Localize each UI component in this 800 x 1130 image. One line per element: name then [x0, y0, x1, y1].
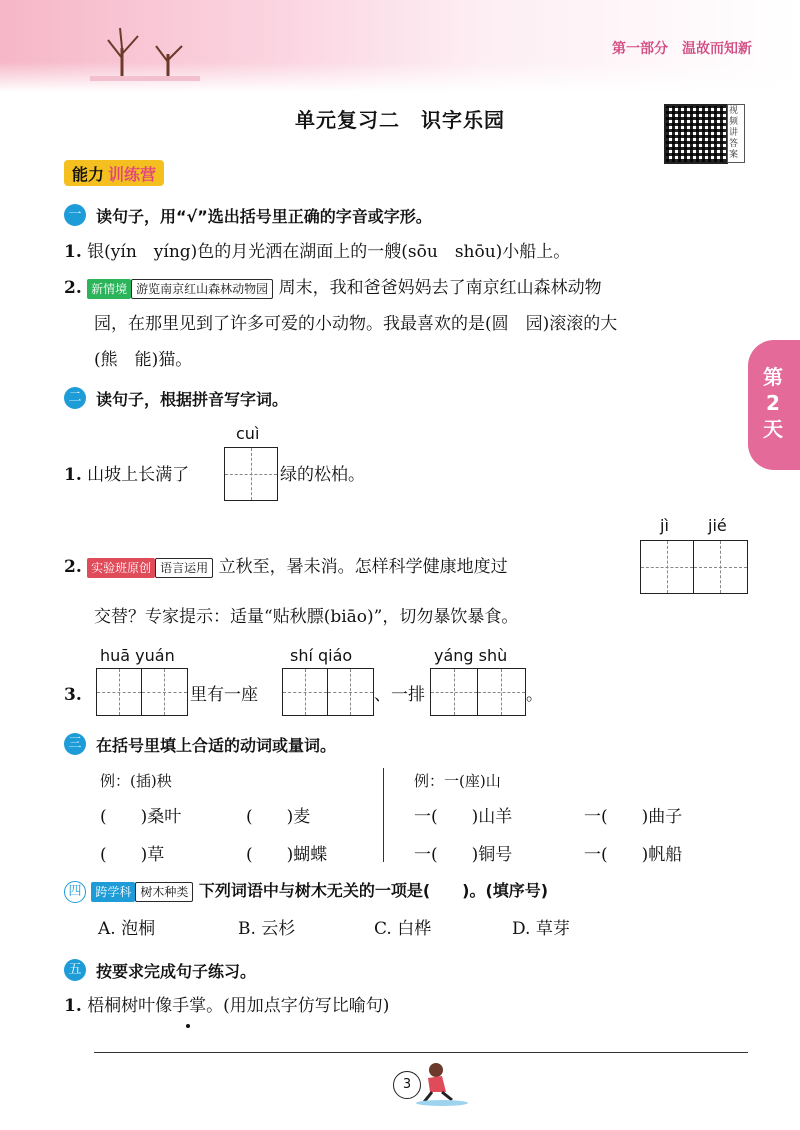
- section-2-number: 二: [64, 387, 86, 409]
- day-tab-label: 第2天: [763, 365, 783, 441]
- q3-left-r1c1[interactable]: ( )桑叶: [100, 807, 182, 827]
- q2-item2-text: 立秋至，暑未消。怎样科学健康地度过: [218, 557, 508, 577]
- q2-item1-pinyin: cuì: [236, 424, 260, 443]
- q2-item2-line2: 交替？专家提示：适量“贴秋膘(biāo)”，切勿暴饮暴食。: [94, 607, 519, 627]
- section-3-number: 三: [64, 733, 86, 755]
- emphasis-dot: [186, 1024, 190, 1028]
- q2-item3-end: 。: [526, 685, 543, 705]
- q5-item1-text: 梧桐树叶像手掌。(用加点字仿写比喻句): [87, 996, 390, 1016]
- cross-subject-tag: 跨学科: [91, 882, 135, 902]
- q4-option-a[interactable]: A. 泡桐: [98, 919, 156, 939]
- original-tag: 实验班原创: [87, 558, 155, 578]
- q2-item3-number: 3.: [64, 685, 82, 705]
- q2-item2-number: 2.: [64, 557, 82, 577]
- q3-right-r2c2[interactable]: 一( )帆船: [584, 845, 683, 865]
- training-badge: [64, 160, 164, 186]
- q2-item3-box-2[interactable]: [282, 668, 374, 716]
- q3-right-r1c2[interactable]: 一( )曲子: [584, 807, 683, 827]
- q3-left-r2c2[interactable]: ( )蝴蝶: [246, 845, 328, 865]
- winter-tree-illustration: [90, 20, 200, 82]
- q2-item3-pinyin-2: shí qiáo: [290, 646, 353, 665]
- q3-left-example: 例：(插)秧: [100, 772, 172, 790]
- tree-species-tag: 树木种类: [135, 882, 193, 902]
- zoo-visit-tag: 游览南京红山森林动物园: [131, 279, 273, 299]
- q2-item1-before: 山坡上长满了: [87, 465, 190, 485]
- section-1-number: 一: [64, 204, 86, 226]
- new-situation-tag: 新情境: [87, 279, 131, 299]
- section-4-title: 下列词语中与树木无关的一项是( )。(填序号): [198, 881, 549, 900]
- q1-item2-line1: 周末，我和爸爸妈妈去了南京红山森林动物: [278, 278, 602, 298]
- q3-left-r1c2[interactable]: ( )麦: [246, 807, 311, 827]
- q1-item2-line2: 园，在那里见到了许多可爱的小动物。我最喜欢的是(圆 园)滚滚的大: [94, 314, 618, 334]
- badge-part2: 训练营: [108, 164, 157, 184]
- q3-left-r2c1[interactable]: ( )草: [100, 845, 165, 865]
- section-5-title: 按要求完成句子练习。: [96, 962, 257, 981]
- page-number: 3: [393, 1071, 421, 1099]
- q2-item1-number: 1.: [64, 465, 82, 485]
- q1-item2-number: 2.: [64, 278, 82, 298]
- qr-code[interactable]: [664, 104, 728, 164]
- q2-item2-pinyin-2: jié: [708, 516, 727, 535]
- q2-item3-mid2: 、一排: [374, 685, 425, 705]
- q4-option-c[interactable]: C. 白桦: [374, 919, 432, 939]
- q5-item1-number: 1.: [64, 996, 82, 1016]
- section-4-number: 四: [64, 881, 86, 903]
- q2-item3-pinyin-3: yáng shù: [434, 646, 508, 665]
- q2-item3-box-1[interactable]: [96, 668, 188, 716]
- q2-item3-box-3[interactable]: [430, 668, 526, 716]
- q2-item2-pinyin-1: jì: [660, 516, 669, 535]
- day-tab: [748, 340, 800, 470]
- qr-caption: 视频讲答案: [727, 104, 745, 163]
- q3-right-r2c1[interactable]: 一( )铜号: [414, 845, 513, 865]
- page-title: 单元复习二 识字乐园: [295, 108, 505, 132]
- section-5-number: 五: [64, 959, 86, 981]
- language-use-tag: 语言运用: [155, 558, 213, 578]
- q1-item1-number: 1.: [64, 242, 82, 262]
- section-label: 第一部分 温故而知新: [612, 41, 752, 57]
- q2-item2-char-boxes[interactable]: [640, 540, 748, 594]
- q1-item1-text: 银(yín yíng)色的月光洒在湖面上的一艘(sōu shōu)小船上。: [87, 242, 571, 262]
- q4-option-b[interactable]: B. 云杉: [238, 919, 296, 939]
- q3-column-divider: [383, 768, 384, 862]
- q2-item1-char-box[interactable]: [224, 447, 278, 501]
- q2-item3-pinyin-1: huā yuán: [100, 646, 175, 665]
- footer-line: [94, 1052, 748, 1053]
- q3-right-example: 例：一(座)山: [414, 772, 501, 790]
- q3-right-r1c1[interactable]: 一( )山羊: [414, 807, 513, 827]
- skater-illustration: [412, 1060, 472, 1106]
- section-3-title: 在括号里填上合适的动词或量词。: [96, 736, 337, 755]
- q2-item3-mid1: 里有一座: [190, 685, 258, 705]
- q1-item2-line3: (熊 能)猫。: [94, 350, 193, 370]
- section-1-title: 读句子，用“√”选出括号里正确的字音或字形。: [96, 207, 432, 226]
- q2-item1-after: 绿的松柏。: [280, 465, 365, 485]
- section-2-title: 读句子，根据拼音写字词。: [96, 390, 289, 409]
- q4-option-d[interactable]: D. 草芽: [512, 919, 570, 939]
- badge-part1: 能力: [72, 164, 105, 184]
